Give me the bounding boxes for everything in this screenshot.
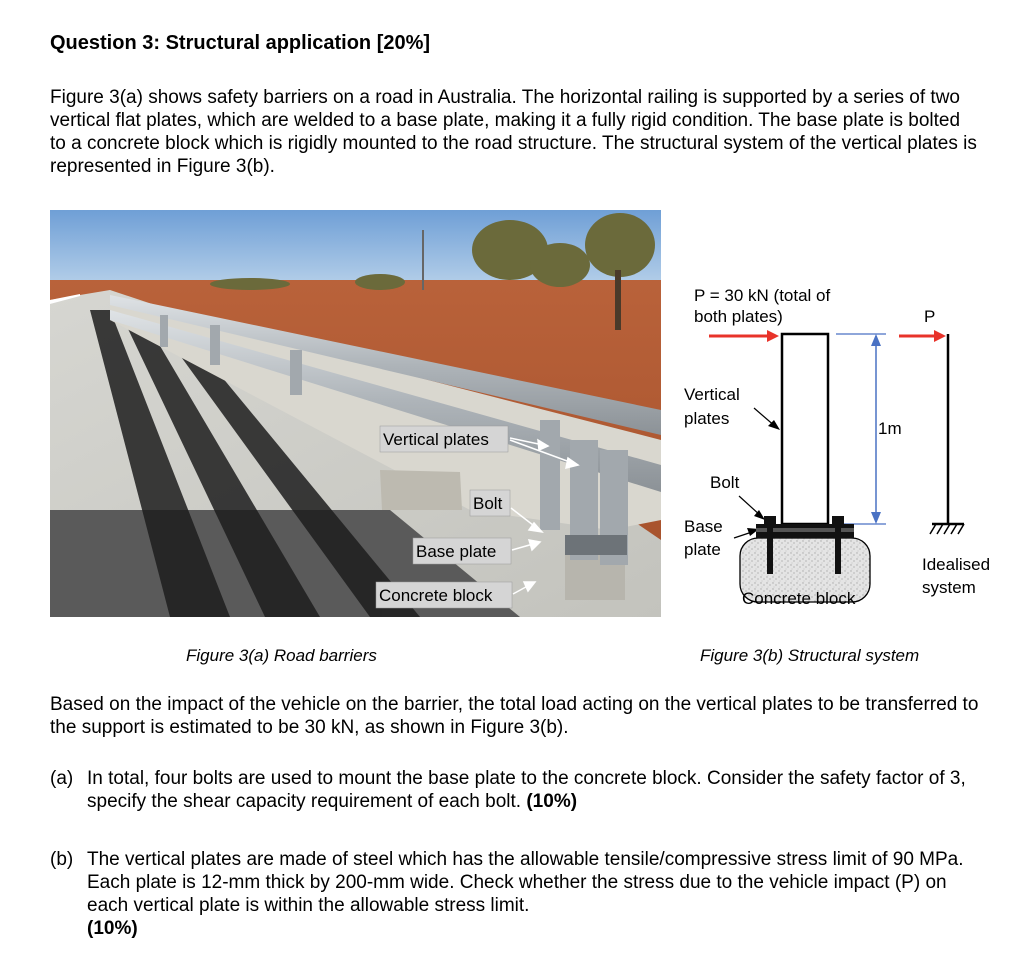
question-heading: Question 3: Structural application [20%] xyxy=(50,32,431,54)
part-b-label: (b) xyxy=(50,849,74,870)
fixed-support-icon xyxy=(930,524,964,534)
intro-paragraph: Figure 3(a) shows safety barriers on a road in Australia. The horizontal railing is supported by a series of two vertical flat plates, which are welded to a base plate, making it a fully rigid condition. The base plate is bolted to a concrete block which is rigidly mounted to the road structure. The structural system of the vertical plates is represented in Figure 3(b). xyxy=(50,87,977,177)
part-a-label: (a) xyxy=(50,768,74,789)
part-b-marks: (10%) xyxy=(87,918,138,939)
base-plate-label-line2: plate xyxy=(684,540,721,559)
idealised-label-line1: Idealised xyxy=(922,555,991,574)
bolt-pointer xyxy=(739,496,765,520)
vertical-plates-pointer xyxy=(754,408,780,430)
body-paragraph: Based on the impact of the vehicle on the barrier, the total load acting on the vertical plates to be transferred to the support is estimated to be 30 kN, as shown in Figure 3(b). xyxy=(50,694,979,738)
part-a-text: In total, four bolts are used to mount the base plate to the concrete block. Consider the safety factor of 3, specify the shear capacity requirement of each bolt. (10%) xyxy=(87,768,966,812)
idealised-load-arrow xyxy=(899,330,946,342)
dimension-label: 1m xyxy=(878,419,902,438)
svg-text:Vertical plates: Vertical plates xyxy=(383,430,489,449)
vertical-plates-label-line1: Vertical xyxy=(684,385,740,404)
idealised-label-line2: system xyxy=(922,578,976,597)
vertical-plates xyxy=(782,334,828,524)
part-b-text: The vertical plates are made of steel which has the allowable tensile/compressive stress limit of 90 MPa. Each plate is 12-mm thick by 200-mm wide. Check whether the stress due to the vehicle impact (P) on each vertical plate is within the allowable stress limit. (10%) xyxy=(87,849,964,939)
bolt-label: Bolt xyxy=(710,473,740,492)
photo-label-concrete-block xyxy=(376,582,512,608)
svg-text:Base plate: Base plate xyxy=(416,542,497,561)
concrete-block-label: Concrete block xyxy=(742,589,856,608)
structural-system-diagram xyxy=(664,270,1014,615)
photo-label-base-plate xyxy=(413,538,511,564)
photo-label-vertical-plates xyxy=(380,426,508,452)
part-a-marks: (10%) xyxy=(526,791,578,812)
load-arrow xyxy=(709,330,779,342)
svg-text:Bolt: Bolt xyxy=(473,494,503,513)
figure-3b-caption: Figure 3(b) Structural system xyxy=(700,646,920,665)
base-plate-pointer xyxy=(734,528,759,538)
figure-3a-caption: Figure 3(a) Road barriers xyxy=(186,646,377,665)
svg-text:Concrete block: Concrete block xyxy=(379,586,493,605)
photo-label-bolt xyxy=(470,490,510,516)
vertical-plates-label-line2: plates xyxy=(684,409,730,428)
idealised-load-label: P xyxy=(924,307,936,326)
load-label-line1: P = 30 kN (total of xyxy=(694,286,831,305)
road-barrier-photo xyxy=(50,210,661,617)
load-label-line2: both plates) xyxy=(694,307,783,326)
base-plate-label-line1: Base xyxy=(684,517,723,536)
